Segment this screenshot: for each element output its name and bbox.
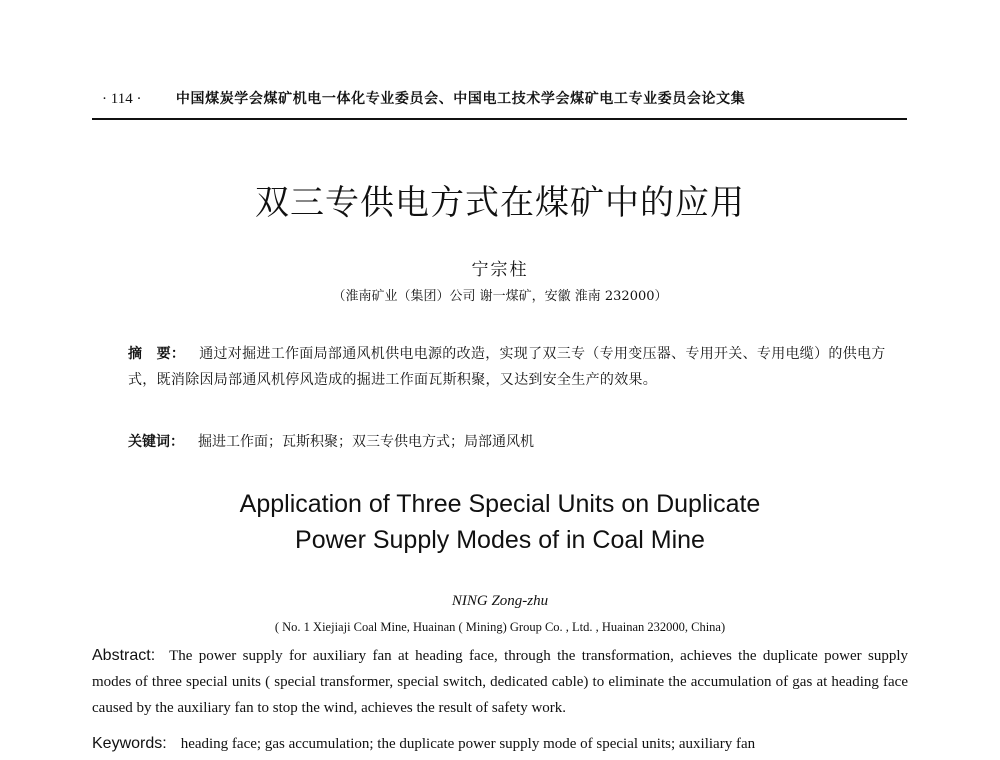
author-en: NING Zong-zhu <box>451 593 549 609</box>
keywords-label-en: Keywords: <box>92 735 167 752</box>
paper-title-cn: 双三专供电方式在煤矿中的应用 <box>255 183 745 223</box>
paper-title-en-line1: Application of Three Special Units on Duplicate <box>239 490 761 518</box>
abstract-label-cn: 摘 要： <box>128 346 186 362</box>
keywords-text-en: heading face; gas accumulation; the duplicate power supply mode of special units; auxiliary fan <box>180 736 756 752</box>
series-title: 中国煤炭学会煤矿机电一体化专业委员会、中国电工技术学会煤矿电工专业委员会论文集 <box>175 91 746 107</box>
affiliation-cn: （淮南矿业（集团）公司 谢一煤矿，安徽 淮南 232000） <box>332 289 668 304</box>
abstract-text-cn: 通过对掘进工作面局部通风机供电电源的改造，实现了双三专（专用变压器、专用开关、专用电缆）的供电方式，既消除因局部通风机停风造成的掘进工作面瓦斯积聚，又达到安全生产的效果。 <box>128 346 886 388</box>
keywords-text-cn: 掘进工作面；瓦斯积聚；双三专供电方式；局部通风机 <box>198 434 534 450</box>
keywords-en <box>92 731 908 757</box>
paper-title-en-line2: Power Supply Modes of in Coal Mine <box>295 526 705 554</box>
affiliation-en: ( No. 1 Xiejiaji Coal Mine, Huainan ( Mining) Group Co. , Ltd. , Huainan 232000, China) <box>274 620 726 634</box>
keywords-label-cn: 关键词： <box>128 434 184 450</box>
author-cn: 宁宗柱 <box>471 260 529 280</box>
abstract-cn <box>128 341 888 393</box>
abstract-text-en: The power supply for auxiliary fan at heading face, through the transformation, achieves the duplicate power supply modes of three special units ( special transformer, special switch, dedicated cable) to eliminate the accumulation of gas at heading face caused by the auxiliary fan to stop the wind, achieves the result of safety work. <box>92 648 908 716</box>
paper-title-en <box>0 486 1000 558</box>
abstract-label-en: Abstract: <box>92 647 156 664</box>
running-header <box>92 88 907 120</box>
abstract-en <box>92 643 908 721</box>
keywords-cn <box>128 429 888 455</box>
page-number: · 114 · <box>102 91 142 107</box>
